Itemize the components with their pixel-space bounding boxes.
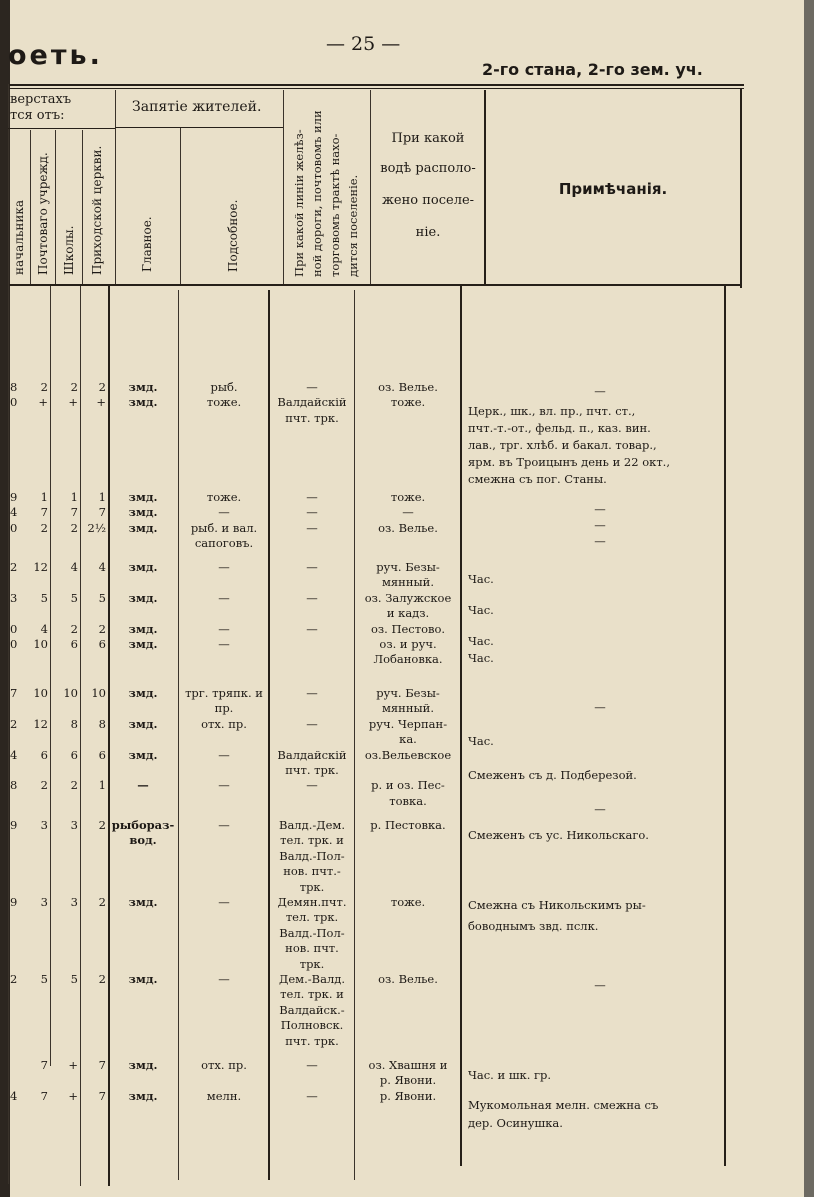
header-left: оеть. xyxy=(8,40,103,71)
cell-d2: 10 xyxy=(63,686,78,700)
cell-d0: 8 xyxy=(10,778,18,793)
cell-aux: — xyxy=(218,778,230,793)
cell-d3: 7 xyxy=(98,1088,106,1103)
cell-water: оз. Велье. xyxy=(378,380,438,394)
cell-rail: — xyxy=(306,1058,318,1072)
header-bottom-rule xyxy=(8,284,740,286)
note-line: — xyxy=(594,978,606,992)
notes-header: Примѣчанія. xyxy=(558,180,668,198)
cell-d0: 3 xyxy=(10,590,18,605)
cell-aux: — xyxy=(218,621,230,636)
cell-water: оз. Залужское xyxy=(364,590,452,605)
cell-main: змд. xyxy=(128,686,158,700)
cell-d3: 7 xyxy=(98,1058,106,1072)
water-header-line4: ніе. xyxy=(415,225,441,240)
cell-d0: 4 xyxy=(10,505,18,520)
cell-d0: 2 xyxy=(10,560,18,574)
note-line: — xyxy=(594,700,606,714)
cell-rail: — xyxy=(306,505,318,520)
cell-d2: 2 xyxy=(70,778,78,793)
cell-aux: — xyxy=(218,972,230,986)
cell-rail: тел. трк. xyxy=(285,910,339,925)
cell-d3: 2 xyxy=(98,380,106,394)
cell-d0: 9 xyxy=(10,895,18,909)
cell-d2: 7 xyxy=(70,505,78,520)
cell-water: оз. Велье. xyxy=(378,520,438,535)
cell-d0: 4 xyxy=(10,747,18,762)
cell-main: змд. xyxy=(128,505,158,520)
col-line xyxy=(354,290,355,1180)
cell-water: оз. Хвашня и xyxy=(368,1058,448,1072)
cell-water: и кадз. xyxy=(386,606,430,621)
col-line xyxy=(115,90,116,284)
cell-main: змд. xyxy=(128,895,158,909)
table-top-rule-2 xyxy=(8,88,744,89)
note-line: Час. xyxy=(468,651,494,665)
occ-aux-header: Подсобное. xyxy=(226,199,240,272)
col-line xyxy=(740,88,742,288)
col-line xyxy=(30,130,31,284)
cell-aux: сапоговъ. xyxy=(194,536,254,551)
railway-header-line3: торговомъ трактѣ нахо- xyxy=(328,133,342,277)
dist-school-header: Школы. xyxy=(62,225,76,275)
cell-water: руч. Черпан- xyxy=(368,716,448,731)
dist-office-header: начальника xyxy=(12,199,26,275)
cell-d1: 4 xyxy=(40,621,48,636)
cell-rail: Валдайскій xyxy=(277,747,347,762)
note-line: — xyxy=(594,802,606,816)
cell-d1: + xyxy=(38,395,48,410)
cell-d0: 2 xyxy=(10,716,18,731)
cell-water: Лобановка. xyxy=(373,652,443,667)
table-top-rule xyxy=(8,84,744,86)
cell-d0: 9 xyxy=(10,818,18,832)
cell-d2: 6 xyxy=(70,637,78,651)
cell-d0: 0 xyxy=(10,520,18,535)
cell-main: змд. xyxy=(128,380,158,394)
cell-d2: + xyxy=(68,1088,78,1103)
cell-d1: 2 xyxy=(40,778,48,793)
cell-d3: 2 xyxy=(98,621,106,636)
page-edge xyxy=(804,0,814,1197)
cell-d3: 2 xyxy=(98,972,106,986)
cell-water: р. Явони. xyxy=(379,1073,437,1088)
col-line xyxy=(484,90,486,284)
cell-water: оз. Пестово. xyxy=(370,621,446,636)
cell-main: змд. xyxy=(128,1088,158,1103)
distance-group-line2: тся отъ: xyxy=(10,108,65,123)
cell-d0: 0 xyxy=(10,637,18,651)
cell-d1: 2 xyxy=(40,380,48,394)
cell-d2: 8 xyxy=(70,716,78,731)
cell-water: — xyxy=(402,505,414,520)
cell-aux: — xyxy=(218,590,230,605)
water-header-line2: водѣ располо- xyxy=(380,161,476,176)
note-line: дер. Осинушка. xyxy=(468,1116,563,1130)
cell-water: тоже. xyxy=(390,395,426,410)
cell-d2: 6 xyxy=(70,747,78,762)
cell-main: змд. xyxy=(128,490,158,504)
occ-main-header: Главное. xyxy=(140,216,154,272)
cell-d1: 7 xyxy=(40,1088,48,1103)
note-line: Смеженъ съ д. Подберезой. xyxy=(468,768,637,782)
cell-water: ка. xyxy=(399,732,417,747)
note-line: смежна съ пог. Станы. xyxy=(468,472,607,486)
cell-rail: трк. xyxy=(299,879,325,894)
cell-aux: — xyxy=(218,818,230,832)
cell-water: р. Пестовка. xyxy=(370,818,446,832)
cell-d1: 1 xyxy=(40,490,48,504)
cell-d3: 10 xyxy=(91,686,106,700)
cell-rail: Валд.-Дем. xyxy=(279,818,345,832)
cell-d3: 2 xyxy=(98,818,106,832)
cell-d3: 7 xyxy=(98,505,106,520)
dist-church-header: Приходской церкви. xyxy=(90,145,104,275)
cell-d0: 8 xyxy=(10,380,18,394)
subheader-rule xyxy=(115,127,283,128)
cell-rail: — xyxy=(306,590,318,605)
cell-d3: 6 xyxy=(98,637,106,651)
railway-header-line1: При какой линіи желѣз- xyxy=(292,129,306,277)
cell-aux: мелн. xyxy=(206,1088,242,1103)
cell-main: змд. xyxy=(128,520,158,535)
cell-rail: — xyxy=(306,380,318,394)
note-line: Смежна съ Никольскимъ ры- xyxy=(468,898,646,912)
cell-main: змд. xyxy=(128,716,158,731)
cell-d2: 4 xyxy=(70,560,78,574)
cell-d1: 7 xyxy=(40,505,48,520)
cell-water: руч. Безы- xyxy=(376,686,440,700)
cell-d0: 4 xyxy=(10,1088,18,1103)
cell-aux: — xyxy=(218,637,230,651)
cell-d1: 7 xyxy=(40,1058,48,1072)
cell-main: змд. xyxy=(128,560,158,574)
cell-d1: 10 xyxy=(33,637,48,651)
cell-main: — xyxy=(137,778,149,793)
cell-d0: 9 xyxy=(10,490,18,504)
cell-d2: 2 xyxy=(70,520,78,535)
cell-water: оз. Велье. xyxy=(378,972,438,986)
col-line xyxy=(55,130,56,284)
cell-d3: 2 xyxy=(98,895,106,909)
note-line: — xyxy=(594,518,606,532)
cell-rail: Валд.-Пол- xyxy=(279,848,345,863)
cell-d1: 5 xyxy=(40,972,48,986)
cell-rail: пчт. трк. xyxy=(285,410,339,425)
cell-aux: тоже. xyxy=(206,395,242,410)
occupation-group-header: Запятіе жителей. xyxy=(132,99,262,115)
cell-d2: 1 xyxy=(70,490,78,504)
note-line: — xyxy=(594,384,606,398)
cell-aux: трг. тряпк. и xyxy=(185,686,263,700)
cell-water: оз. и руч. xyxy=(379,637,437,651)
cell-water: товка. xyxy=(389,793,427,808)
cell-main: змд. xyxy=(128,637,158,651)
cell-water: р. Явони. xyxy=(379,1088,437,1103)
note-line: Мукомольная мелн. смежна съ xyxy=(468,1098,659,1112)
note-line: Час. xyxy=(468,634,494,648)
cell-d3: 4 xyxy=(98,560,106,574)
cell-main: рыбораз- xyxy=(111,818,175,832)
cell-water: тоже. xyxy=(390,895,426,909)
page-number: — 25 — xyxy=(326,33,401,55)
cell-d3: + xyxy=(96,395,106,410)
cell-aux: отх. пр. xyxy=(201,716,247,731)
note-line: боводнымъ звд. пслк. xyxy=(468,919,599,933)
cell-main: змд. xyxy=(128,395,158,410)
cell-aux: пр. xyxy=(214,701,234,716)
cell-d3: 1 xyxy=(98,490,106,504)
cell-rail: Валдайск.- xyxy=(279,1002,345,1017)
cell-aux: — xyxy=(218,895,230,909)
note-line: Смеженъ съ ус. Никольскаго. xyxy=(468,828,649,842)
cell-rail: Демян.пчт. xyxy=(277,895,347,909)
cell-d1: 5 xyxy=(40,590,48,605)
cell-rail: — xyxy=(306,560,318,574)
cell-d0: 0 xyxy=(10,621,18,636)
note-line: Час. xyxy=(468,734,494,748)
col-line xyxy=(80,286,81,1186)
cell-aux: отх. пр. xyxy=(201,1058,247,1072)
cell-rail: Полновск. xyxy=(280,1018,344,1033)
cell-rail: — xyxy=(306,1088,318,1103)
cell-d3: 1 xyxy=(98,778,106,793)
cell-main: змд. xyxy=(128,621,158,636)
cell-d3: 6 xyxy=(98,747,106,762)
cell-d3: 2½ xyxy=(87,520,106,535)
cell-water: оз.Вельевское xyxy=(364,747,452,762)
cell-main: змд. xyxy=(128,1058,158,1072)
cell-main: вод. xyxy=(129,833,157,848)
cell-rail: — xyxy=(306,621,318,636)
subheader-rule xyxy=(8,128,115,129)
cell-rail: Валд.-Пол- xyxy=(279,925,345,940)
cell-rail: — xyxy=(306,520,318,535)
note-line: Час. и шк. гр. xyxy=(468,1068,552,1082)
col-line xyxy=(283,90,284,284)
cell-aux: — xyxy=(218,747,230,762)
cell-d2: 2 xyxy=(70,380,78,394)
col-line xyxy=(460,286,462,1166)
cell-rail: нов. пчт. xyxy=(285,941,339,956)
distance-group-line1: верстахъ xyxy=(10,92,72,107)
cell-d1: 2 xyxy=(40,520,48,535)
col-line xyxy=(370,90,371,284)
cell-d1: 3 xyxy=(40,895,48,909)
cell-d2: + xyxy=(68,1058,78,1072)
cell-water: мянный. xyxy=(381,575,434,590)
cell-main: змд. xyxy=(128,972,158,986)
cell-aux: — xyxy=(218,560,230,574)
cell-d1: 10 xyxy=(33,686,48,700)
col-line xyxy=(180,128,181,284)
cell-rail: тел. трк. и xyxy=(280,833,344,848)
cell-rail: Дем.-Валд. xyxy=(279,972,345,986)
note-line: — xyxy=(594,534,606,548)
col-line xyxy=(50,286,51,1066)
note-line: ярм. въ Троицынъ день и 22 окт., xyxy=(468,455,670,469)
water-header-line3: жено поселе- xyxy=(381,193,475,208)
cell-d1: 6 xyxy=(40,747,48,762)
col-line xyxy=(8,84,9,1184)
note-line: пчт.-т.-от., фельд. п., каз. вин. xyxy=(468,421,651,435)
cell-d2: + xyxy=(68,395,78,410)
cell-d0: 7 xyxy=(10,686,18,700)
col-line xyxy=(108,286,110,1186)
cell-rail: нов. пчт.- xyxy=(283,864,341,879)
cell-d0: 0 xyxy=(10,395,18,410)
col-line xyxy=(82,130,83,284)
water-header-line1: При какой xyxy=(391,131,465,146)
cell-water: мянный. xyxy=(381,701,434,716)
header-right: 2-го стана, 2-го зем. уч. xyxy=(482,60,703,79)
cell-aux: рыб. xyxy=(210,380,238,394)
col-line xyxy=(178,290,179,1180)
cell-aux: рыб. и вал. xyxy=(190,520,258,535)
cell-d0: 2 xyxy=(10,972,18,986)
cell-rail: трк. xyxy=(299,956,325,971)
note-line: Церк., шк., вл. пр., пчт. ст., xyxy=(468,404,636,418)
cell-water: тоже. xyxy=(390,490,426,504)
cell-d2: 5 xyxy=(70,972,78,986)
cell-main: змд. xyxy=(128,747,158,762)
cell-aux: — xyxy=(218,505,230,520)
railway-header-line2: ной дороги, почтовомъ или xyxy=(310,110,324,277)
railway-header-line4: дится поселеніе. xyxy=(346,174,360,277)
note-line: Час. xyxy=(468,572,494,586)
cell-rail: — xyxy=(306,716,318,731)
cell-water: руч. Безы- xyxy=(376,560,440,574)
cell-d1: 12 xyxy=(33,560,48,574)
cell-rail: — xyxy=(306,686,318,700)
note-line: Час. xyxy=(468,603,494,617)
col-line xyxy=(724,286,726,1166)
cell-d3: 5 xyxy=(98,590,106,605)
cell-d2: 2 xyxy=(70,621,78,636)
cell-d2: 5 xyxy=(70,590,78,605)
cell-rail: пчт. трк. xyxy=(285,1033,339,1048)
cell-water: р. и оз. Пес- xyxy=(371,778,445,793)
cell-d2: 3 xyxy=(70,895,78,909)
dist-post-header: Почтоваго учрежд. xyxy=(36,152,50,275)
cell-rail: — xyxy=(306,778,318,793)
note-line: — xyxy=(594,502,606,516)
cell-d3: 8 xyxy=(98,716,106,731)
cell-aux: тоже. xyxy=(206,490,242,504)
cell-main: змд. xyxy=(128,590,158,605)
cell-d2: 3 xyxy=(70,818,78,832)
cell-rail: тел. трк. и xyxy=(280,987,344,1002)
cell-d1: 12 xyxy=(33,716,48,731)
cell-rail: пчт. трк. xyxy=(285,763,339,777)
cell-d1: 3 xyxy=(40,818,48,832)
note-line: лав., трг. хлѣб. и бакал. товар., xyxy=(468,438,657,452)
cell-rail: — xyxy=(306,490,318,504)
cell-rail: Валдайскій xyxy=(277,395,347,410)
